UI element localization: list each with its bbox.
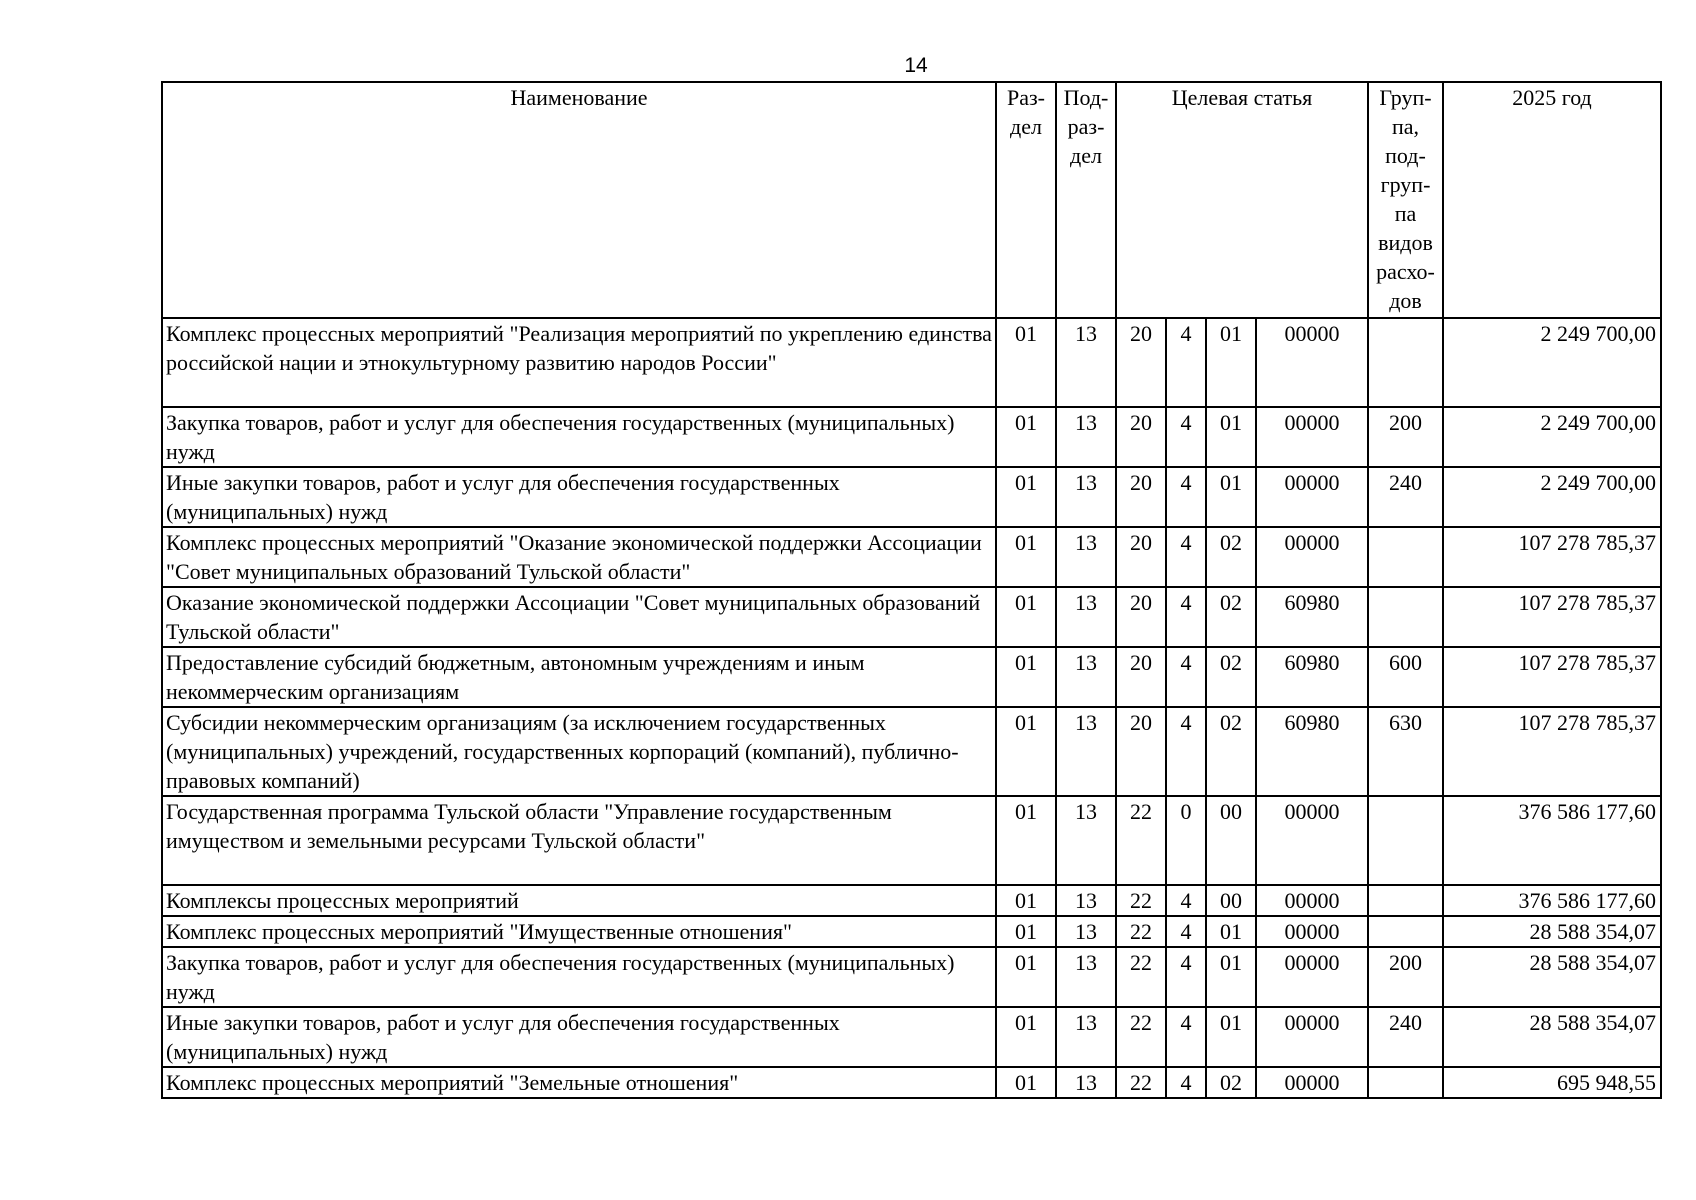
cell-target-structure: 02 — [1206, 587, 1256, 647]
cell-target-program: 22 — [1116, 1067, 1166, 1098]
header-group-line: видов — [1378, 230, 1433, 255]
cell-razdel: 01 — [996, 707, 1056, 796]
cell-target-structure: 01 — [1206, 318, 1256, 407]
header-group-line: расхо- — [1376, 259, 1435, 284]
cell-name: Комплекс процессных мероприятий "Земельные отношения" — [162, 1067, 996, 1098]
cell-target-type: 4 — [1166, 947, 1206, 1007]
cell-name: Закупка товаров, работ и услуг для обеспечения государственных (муниципальных) нужд — [162, 947, 996, 1007]
cell-target-program: 22 — [1116, 916, 1166, 947]
cell-name: Государственная программа Тульской области "Управление государственным имуществом и земельными ресурсами Тульской области" — [162, 796, 996, 885]
cell-target-type: 4 — [1166, 707, 1206, 796]
cell-target-direction: 00000 — [1256, 527, 1368, 587]
cell-razdel: 01 — [996, 527, 1056, 587]
table-row — [162, 1007, 1661, 1067]
cell-target-structure: 02 — [1206, 647, 1256, 707]
cell-podrazdel: 13 — [1056, 1007, 1116, 1067]
cell-target-structure: 02 — [1206, 527, 1256, 587]
header-name: Наименование — [162, 82, 996, 318]
header-podrazdel-line: Под- — [1063, 85, 1109, 110]
table-row — [162, 647, 1661, 707]
cell-amount: 107 278 785,37 — [1443, 587, 1661, 647]
cell-target-program: 22 — [1116, 947, 1166, 1007]
cell-target-type: 4 — [1166, 318, 1206, 407]
cell-name: Предоставление субсидий бюджетным, автономным учреждениям и иным некоммерческим организациям — [162, 647, 996, 707]
cell-expense-group: 240 — [1368, 467, 1443, 527]
cell-expense-group — [1368, 885, 1443, 916]
cell-amount: 107 278 785,37 — [1443, 707, 1661, 796]
cell-podrazdel: 13 — [1056, 527, 1116, 587]
cell-expense-group — [1368, 796, 1443, 885]
cell-amount: 28 588 354,07 — [1443, 1007, 1661, 1067]
cell-name: Иные закупки товаров, работ и услуг для обеспечения государственных (муниципальных) нужд — [162, 467, 996, 527]
cell-target-structure: 01 — [1206, 467, 1256, 527]
table-row — [162, 527, 1661, 587]
cell-target-program: 22 — [1116, 1007, 1166, 1067]
cell-podrazdel: 13 — [1056, 467, 1116, 527]
cell-target-direction: 60980 — [1256, 647, 1368, 707]
cell-podrazdel: 13 — [1056, 707, 1116, 796]
cell-target-structure: 02 — [1206, 707, 1256, 796]
cell-expense-group — [1368, 587, 1443, 647]
table-row — [162, 407, 1661, 467]
cell-podrazdel: 13 — [1056, 947, 1116, 1007]
header-razdel-line: дел — [1010, 114, 1042, 139]
cell-target-direction: 00000 — [1256, 796, 1368, 885]
cell-razdel: 01 — [996, 647, 1056, 707]
cell-name: Комплексы процессных мероприятий — [162, 885, 996, 916]
cell-expense-group — [1368, 916, 1443, 947]
cell-target-direction: 00000 — [1256, 885, 1368, 916]
cell-amount: 107 278 785,37 — [1443, 527, 1661, 587]
cell-target-program: 20 — [1116, 407, 1166, 467]
header-group-line: Груп- — [1379, 85, 1432, 110]
table-row — [162, 1067, 1661, 1098]
table-row — [162, 947, 1661, 1007]
table-row — [162, 707, 1661, 796]
cell-name: Комплекс процессных мероприятий "Оказание экономической поддержки Ассоциации "Совет муниципальных образований Тульской области" — [162, 527, 996, 587]
cell-razdel: 01 — [996, 1067, 1056, 1098]
cell-amount: 376 586 177,60 — [1443, 796, 1661, 885]
cell-target-structure: 00 — [1206, 885, 1256, 916]
cell-razdel: 01 — [996, 587, 1056, 647]
table-row — [162, 885, 1661, 916]
cell-amount: 376 586 177,60 — [1443, 885, 1661, 916]
cell-podrazdel: 13 — [1056, 407, 1116, 467]
cell-expense-group: 600 — [1368, 647, 1443, 707]
cell-target-type: 4 — [1166, 467, 1206, 527]
cell-expense-group — [1368, 527, 1443, 587]
cell-amount: 2 249 700,00 — [1443, 407, 1661, 467]
cell-target-type: 4 — [1166, 587, 1206, 647]
page-number: 14 — [904, 54, 928, 77]
cell-target-program: 20 — [1116, 587, 1166, 647]
cell-target-structure: 01 — [1206, 1007, 1256, 1067]
cell-name: Закупка товаров, работ и услуг для обеспечения государственных (муниципальных) нужд — [162, 407, 996, 467]
header-podrazdel-line: дел — [1070, 143, 1102, 168]
cell-name: Комплекс процессных мероприятий "Имущественные отношения" — [162, 916, 996, 947]
cell-name: Иные закупки товаров, работ и услуг для обеспечения государственных (муниципальных) нужд — [162, 1007, 996, 1067]
cell-podrazdel: 13 — [1056, 587, 1116, 647]
header-podrazdel — [1056, 82, 1116, 318]
cell-expense-group: 200 — [1368, 407, 1443, 467]
cell-target-type: 4 — [1166, 407, 1206, 467]
cell-target-program: 20 — [1116, 647, 1166, 707]
cell-amount: 695 948,55 — [1443, 1067, 1661, 1098]
cell-target-program: 22 — [1116, 885, 1166, 916]
cell-name: Комплекс процессных мероприятий "Реализация мероприятий по укреплению единства российской нации и этнокультурному развитию народов России" — [162, 318, 996, 407]
cell-expense-group: 630 — [1368, 707, 1443, 796]
cell-target-type: 4 — [1166, 527, 1206, 587]
header-razdel-line: Раз- — [1006, 85, 1046, 110]
cell-target-type: 4 — [1166, 916, 1206, 947]
header-target-article: Целевая статья — [1116, 82, 1368, 318]
cell-expense-group: 200 — [1368, 947, 1443, 1007]
cell-target-program: 20 — [1116, 467, 1166, 527]
cell-target-direction: 00000 — [1256, 1007, 1368, 1067]
table-row — [162, 318, 1661, 407]
header-group-line: па, — [1391, 114, 1420, 139]
cell-name: Оказание экономической поддержки Ассоциации "Совет муниципальных образований Тульской области" — [162, 587, 996, 647]
cell-target-type: 4 — [1166, 885, 1206, 916]
table-row — [162, 467, 1661, 527]
cell-target-structure: 02 — [1206, 1067, 1256, 1098]
cell-amount: 2 249 700,00 — [1443, 467, 1661, 527]
cell-razdel: 01 — [996, 885, 1056, 916]
cell-target-program: 20 — [1116, 318, 1166, 407]
header-razdel — [996, 82, 1056, 318]
header-group-line: дов — [1389, 288, 1422, 313]
cell-target-direction: 00000 — [1256, 947, 1368, 1007]
cell-amount: 107 278 785,37 — [1443, 647, 1661, 707]
cell-target-structure: 01 — [1206, 407, 1256, 467]
cell-amount: 28 588 354,07 — [1443, 947, 1661, 1007]
cell-podrazdel: 13 — [1056, 647, 1116, 707]
cell-target-direction: 00000 — [1256, 916, 1368, 947]
cell-razdel: 01 — [996, 796, 1056, 885]
cell-name: Субсидии некоммерческим организациям (за исключением государственных (муниципальных) учреждений, государственных корпораций (компаний), публично-правовых компаний) — [162, 707, 996, 796]
table-row — [162, 916, 1661, 947]
cell-target-structure: 00 — [1206, 796, 1256, 885]
header-year: 2025 год — [1443, 82, 1661, 318]
table-row — [162, 587, 1661, 647]
cell-target-type: 4 — [1166, 1067, 1206, 1098]
table-header-row — [162, 82, 1661, 318]
cell-razdel: 01 — [996, 1007, 1056, 1067]
cell-target-structure: 01 — [1206, 947, 1256, 1007]
cell-target-direction: 00000 — [1256, 407, 1368, 467]
header-group-line: груп- — [1380, 172, 1431, 197]
cell-razdel: 01 — [996, 318, 1056, 407]
cell-podrazdel: 13 — [1056, 796, 1116, 885]
cell-podrazdel: 13 — [1056, 318, 1116, 407]
cell-expense-group: 240 — [1368, 1007, 1443, 1067]
cell-target-type: 4 — [1166, 647, 1206, 707]
table-row — [162, 796, 1661, 885]
cell-expense-group — [1368, 318, 1443, 407]
cell-razdel: 01 — [996, 916, 1056, 947]
cell-target-program: 20 — [1116, 527, 1166, 587]
budget-table — [161, 81, 1662, 1099]
header-expense-group — [1368, 82, 1443, 318]
cell-target-direction: 00000 — [1256, 1067, 1368, 1098]
cell-target-program: 20 — [1116, 707, 1166, 796]
cell-podrazdel: 13 — [1056, 1067, 1116, 1098]
cell-target-direction: 00000 — [1256, 318, 1368, 407]
cell-target-direction: 00000 — [1256, 467, 1368, 527]
cell-podrazdel: 13 — [1056, 885, 1116, 916]
header-podrazdel-line: раз- — [1067, 114, 1105, 139]
cell-razdel: 01 — [996, 407, 1056, 467]
cell-amount: 28 588 354,07 — [1443, 916, 1661, 947]
header-group-line: под- — [1385, 143, 1426, 168]
cell-target-type: 0 — [1166, 796, 1206, 885]
header-group-line: па — [1394, 201, 1417, 226]
cell-target-structure: 01 — [1206, 916, 1256, 947]
cell-amount: 2 249 700,00 — [1443, 318, 1661, 407]
cell-target-direction: 60980 — [1256, 707, 1368, 796]
cell-podrazdel: 13 — [1056, 916, 1116, 947]
cell-target-type: 4 — [1166, 1007, 1206, 1067]
cell-target-program: 22 — [1116, 796, 1166, 885]
cell-target-direction: 60980 — [1256, 587, 1368, 647]
cell-razdel: 01 — [996, 467, 1056, 527]
cell-expense-group — [1368, 1067, 1443, 1098]
cell-razdel: 01 — [996, 947, 1056, 1007]
